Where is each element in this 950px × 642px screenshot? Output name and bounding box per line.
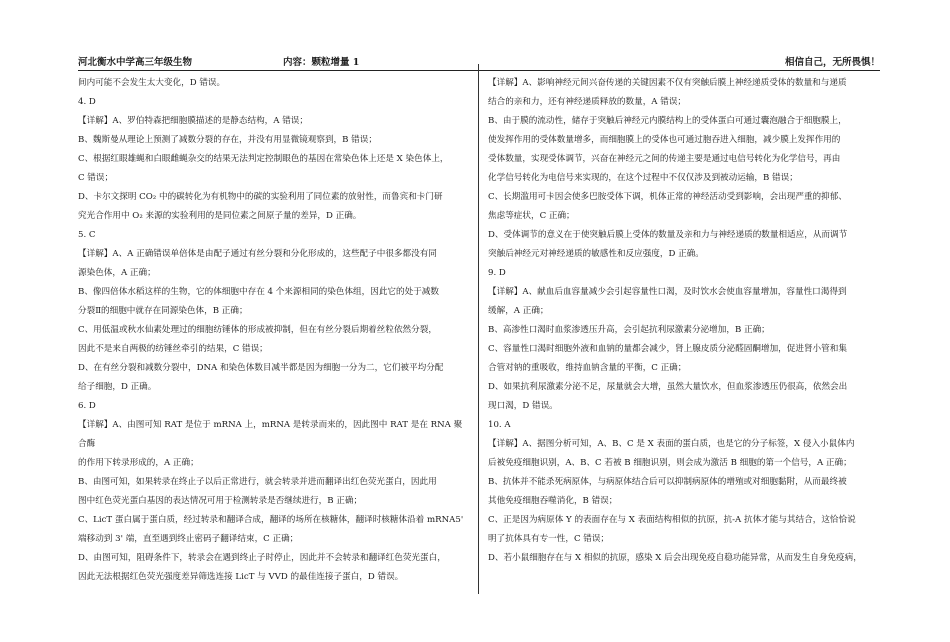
text-line: C 错误； — [78, 173, 114, 183]
text-line: 结合的亲和力，还有神经递质释放的数量，A 错误； — [488, 97, 687, 107]
text-line: D、受体调节的意义在于使突触后膜上受体的数量及亲和力与神经递质的数量相适应，从而调节 — [488, 230, 848, 240]
text-line: C、根据红眼雄蝇和白眼雌蝇杂交的结果无法判定控制眼色的基因在常染色体上还是 X 染色体上， — [78, 154, 449, 164]
right-column — [488, 74, 880, 568]
column-divider — [478, 64, 479, 594]
text-line: 现口渴，D 错误。 — [488, 401, 558, 411]
text-line: 5. C — [78, 230, 96, 240]
text-line: C、用低温或秋水仙素处理过的细胞纺锤体的形成被抑制，但在有丝分裂后期着丝粒依然分裂， — [78, 325, 437, 335]
text-line: D、在有丝分裂和减数分裂中，DNA 和染色体数目减半都是因为细胞一分为二，它们被平均分配 — [78, 363, 444, 373]
text-line: 【详解】A、影响神经元间兴奋传递的关键因素不仅有突触后膜上神经递质受体的数量和与递质 — [488, 78, 847, 88]
text-line: C、正是因为病原体 Y 的表面存在与 X 表面结构相似的抗原，抗-A 抗体才能与其结合，这恰恰说 — [488, 515, 856, 525]
text-line: 焦虑等症状，C 正确； — [488, 211, 575, 221]
text-line: 其他免疫细胞吞噬消化，B 错误； — [488, 496, 618, 506]
text-line: B、像四倍体水稻这样的生物，它的体细胞中存在 4 个来源相同的染色体组，因此它的处于减数 — [78, 287, 439, 297]
text-line: 的作用下转录形成的，A 正确； — [78, 458, 199, 468]
text-line: 间内可能不会发生太大变化，D 错误。 — [78, 78, 226, 88]
text-line: 因此无法根据红色荧光强度差异筛选连接 LicT 与 VVD 的最佳连接子蛋白，D 错误。 — [78, 572, 404, 582]
text-line: 因此不是来自两极的纺锤丝牵引的结果，C 错误； — [78, 344, 268, 354]
text-line: 给子细胞，D 正确。 — [78, 382, 157, 392]
text-line: D、如果抗利尿激素分泌不足，尿量就会大增，虽然大量饮水，但血浆渗透压仍很高，依然会出 — [488, 382, 848, 392]
text-line: B、高渗性口渴时血浆渗透压升高，会引起抗利尿激素分泌增加，B 正确； — [488, 325, 770, 335]
text-line: 突触后神经元对神经递质的敏感性和反应强度，D 正确。 — [488, 249, 704, 259]
text-line: C、容量性口渴时细胞外液和血钠的量都会减少，肾上腺皮质分泌醛固酮增加，促进肾小管和集 — [488, 344, 847, 354]
text-line: 源染色体，A 正确； — [78, 268, 156, 278]
header-school-title: 河北衡水中学高三年级生物 — [78, 57, 193, 68]
page-header — [78, 54, 880, 71]
text-line: B、魏斯曼从理论上预测了减数分裂的存在，并没有用显微镜观察到，B 错误； — [78, 135, 377, 145]
text-line: 端移动到 3' 端，直至遇到终止密码子翻译结束，C 正确； — [78, 534, 299, 544]
text-line: 6. D — [78, 401, 96, 411]
text-line: 合管对钠的重吸收，维持血钠含量的平衡，C 正确； — [488, 363, 687, 373]
header-motto: 相信自己，无所畏惧！ — [784, 57, 880, 68]
header-content-title: 内容：颗粒增量 1 — [283, 57, 360, 68]
text-line: 9. D — [488, 268, 506, 278]
text-line: 使发挥作用的受体数量增多，而细胞膜上的受体也可通过胞吞进入细胞，减少膜上发挥作用的 — [488, 135, 841, 145]
text-line: 缓解，A 正确； — [488, 306, 549, 316]
text-line: 受体数量，实现受体调节，兴奋在神经元之间的传递主要是通过电信号转化为化学信号，再由 — [488, 154, 841, 164]
text-line: 化学信号转化为电信号来实现的，在这个过程中不仅仅涉及到被动运输，B 错误； — [488, 173, 798, 183]
text-line: 【详解】A、罗伯特森把细胞膜描述的是静态结构，A 错误； — [78, 116, 308, 126]
text-line: C、长期滥用可卡因会使多巴胺受体下调，机体正常的神经活动受到影响，会出现严重的抑郁、 — [488, 192, 847, 202]
text-line: C、LicT 蛋白属于蛋白质，经过转录和翻译合成，翻译的场所在核糖体，翻译时核糖体沿着 mRNA5' — [78, 515, 464, 525]
text-line: 分裂Ⅱ的细胞中就存在同源染色体，B 正确； — [78, 306, 248, 316]
text-line: 【详解】A、A 正确错误单倍体是由配子通过有丝分裂和分化形成的，这些配子中很多都没有同 — [78, 249, 437, 259]
text-line: B、由图可知，如果转录在终止子以后正常进行，就会转录并进而翻译出红色荧光蛋白，因此用 — [78, 477, 437, 487]
text-line: 图中红色荧光蛋白基因的表达情况可用于检测转录是否继续进行，B 正确； — [78, 496, 363, 506]
text-line: 明了抗体具有专一性，C 错误； — [488, 534, 610, 544]
left-column — [78, 74, 470, 587]
text-line: B、抗体并不能杀死病原体，与病原体结合后可以抑制病原体的增殖或对细胞黏附，从而最终被 — [488, 477, 847, 487]
text-line: 10. A — [488, 420, 511, 430]
text-line: 后被免疫细胞识别，A、B、C 若被 B 细胞识别，则会成为激活 B 细胞的第一个信号，A 正确； — [488, 458, 852, 468]
text-line: 【详解】A、据图分析可知，A、B、C 是 X 表面的蛋白质，也是它的分子标签，X 侵入小鼠体内 — [488, 439, 855, 449]
text-line: D、若小鼠细胞存在与 X 相似的抗原，感染 X 后会出现免疫自稳功能异常，从而发生自身免疫病， — [488, 553, 862, 563]
text-line: D、卡尔文探明 CO₂ 中的碳转化为有机物中的碳的实验利用了同位素的放射性，而鲁宾和卡门研 — [78, 192, 443, 202]
text-line: 【详解】A、由图可知 RAT 是位于 mRNA 上，mRNA 是转录而来的，因此图中 RAT 是在 RNA 聚合酶 — [78, 420, 463, 449]
text-line: D、由图可知，阻碍条件下，转录会在遇到终止子时停止，因此并不会转录和翻译红色荧光蛋白， — [78, 553, 446, 563]
text-line: B、由于膜的流动性，储存于突触后神经元内膜结构上的受体蛋白可通过囊泡融合于细胞膜上， — [488, 116, 847, 126]
text-line: 究光合作用中 O₂ 来源的实验利用的是同位素之间原子量的差异，D 正确。 — [78, 211, 362, 221]
text-line: 4. D — [78, 97, 96, 107]
text-line: 【详解】A、献血后血容量减少会引起容量性口渴，及时饮水会使血容量增加，容量性口渴得到 — [488, 287, 847, 297]
